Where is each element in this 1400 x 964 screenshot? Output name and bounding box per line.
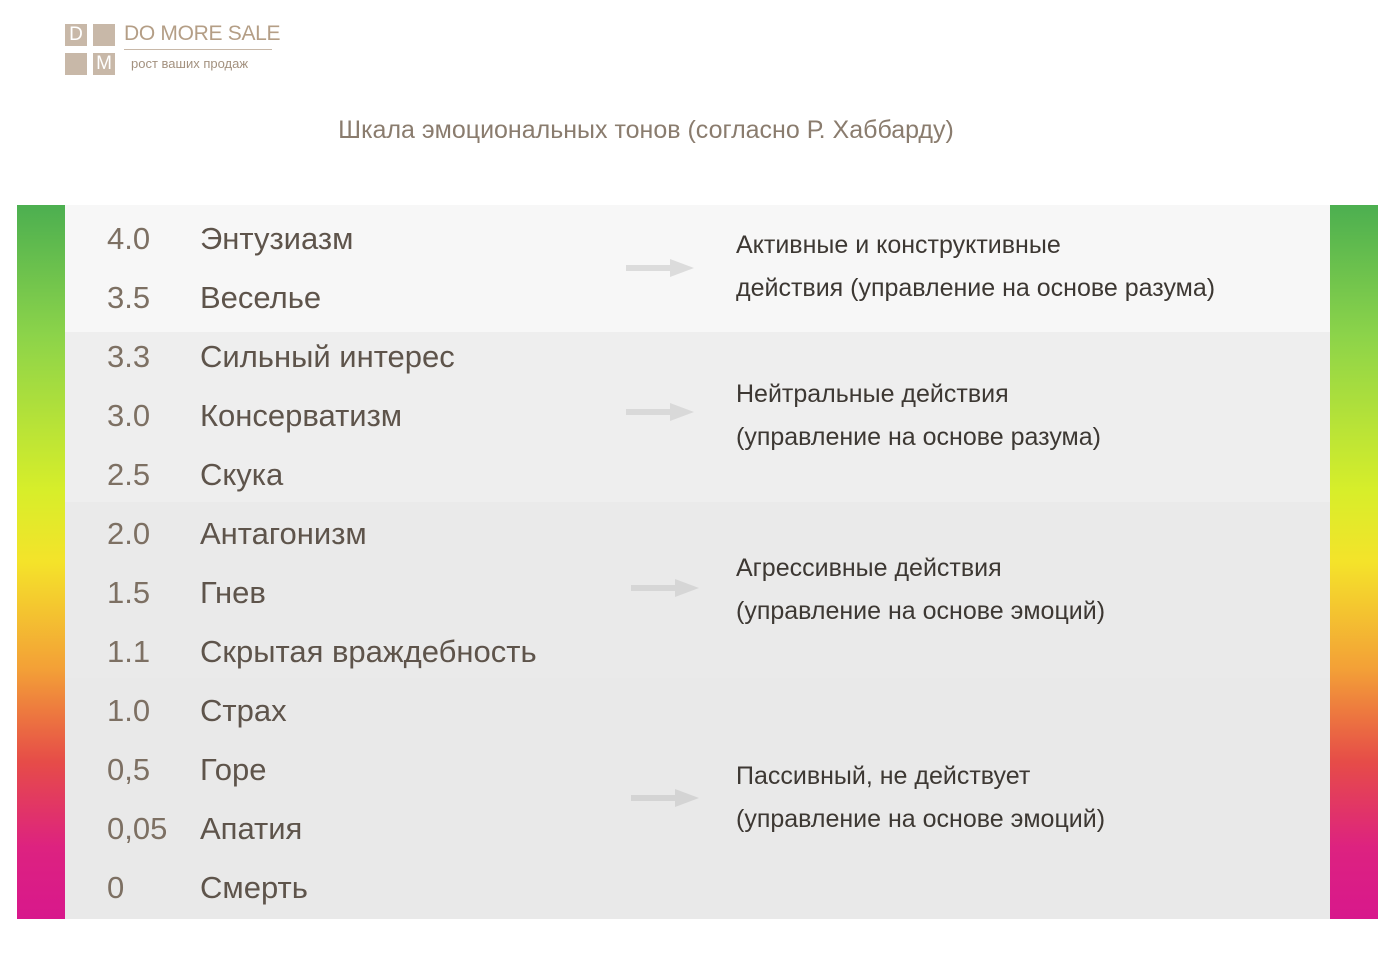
group-description	[736, 547, 1105, 633]
tone-label: Смерть	[200, 870, 308, 905]
tone-label: Консерватизм	[200, 398, 403, 433]
tone-label: Скрытая враждебность	[200, 634, 537, 669]
logo-name: DO MORE SALE	[124, 22, 281, 45]
arrow-right-icon	[626, 259, 694, 277]
tone-value: 0,05	[107, 811, 168, 846]
logo-divider	[124, 49, 272, 50]
logo-square-blank-2	[65, 53, 87, 75]
tone-label: Скука	[200, 457, 284, 492]
logo-tagline: рост ваших продаж	[131, 56, 249, 71]
tone-label: Сильный интерес	[200, 339, 455, 374]
arrow-right-icon	[631, 789, 699, 807]
tone-value: 3.5	[107, 280, 151, 315]
group-description-line: действия (управление на основе разума)	[736, 274, 1216, 302]
arrow-right-icon	[626, 403, 694, 421]
group-description-line: (управление на основе эмоций)	[736, 805, 1106, 833]
right-gradient-bar	[1330, 205, 1378, 919]
group-description-line: Нейтральные действия	[736, 380, 1009, 408]
logo	[65, 22, 280, 78]
group-description-line: Агрессивные действия	[736, 554, 1002, 582]
tone-label: Апатия	[200, 811, 303, 846]
logo-square-m: M	[93, 53, 115, 75]
tone-value: 0,5	[107, 752, 151, 787]
tone-value: 3.0	[107, 398, 151, 433]
group-description-line: Активные и конструктивные	[736, 231, 1061, 259]
tone-value: 0	[107, 870, 125, 905]
tone-value: 2.5	[107, 457, 151, 492]
logo-square-d: D	[65, 24, 87, 46]
left-gradient-bar	[17, 205, 65, 919]
group-description-line: Пассивный, не действует	[736, 762, 1031, 790]
tone-value: 1.0	[107, 693, 151, 728]
tone-label: Веселье	[200, 280, 322, 315]
group-description-line: (управление на основе эмоций)	[736, 597, 1106, 625]
logo-square-blank-1	[93, 24, 115, 46]
arrow-right-icon	[631, 579, 699, 597]
tone-label: Страх	[200, 693, 287, 728]
tone-value: 1.1	[107, 634, 151, 669]
page-title: Шкала эмоциональных тонов (согласно Р. Хаббарду)	[338, 116, 954, 144]
tone-label: Антагонизм	[200, 516, 367, 551]
tone-value: 2.0	[107, 516, 151, 551]
group-description	[736, 373, 1101, 459]
tone-value: 1.5	[107, 575, 151, 610]
group-description-line: (управление на основе разума)	[736, 423, 1101, 451]
tone-value: 4.0	[107, 221, 151, 256]
tone-label: Горе	[200, 752, 267, 787]
tone-label: Энтузиазм	[200, 221, 354, 256]
group-description	[736, 224, 1215, 310]
tone-label: Гнев	[200, 575, 266, 610]
tone-value: 3.3	[107, 339, 151, 374]
group-description	[736, 755, 1105, 841]
